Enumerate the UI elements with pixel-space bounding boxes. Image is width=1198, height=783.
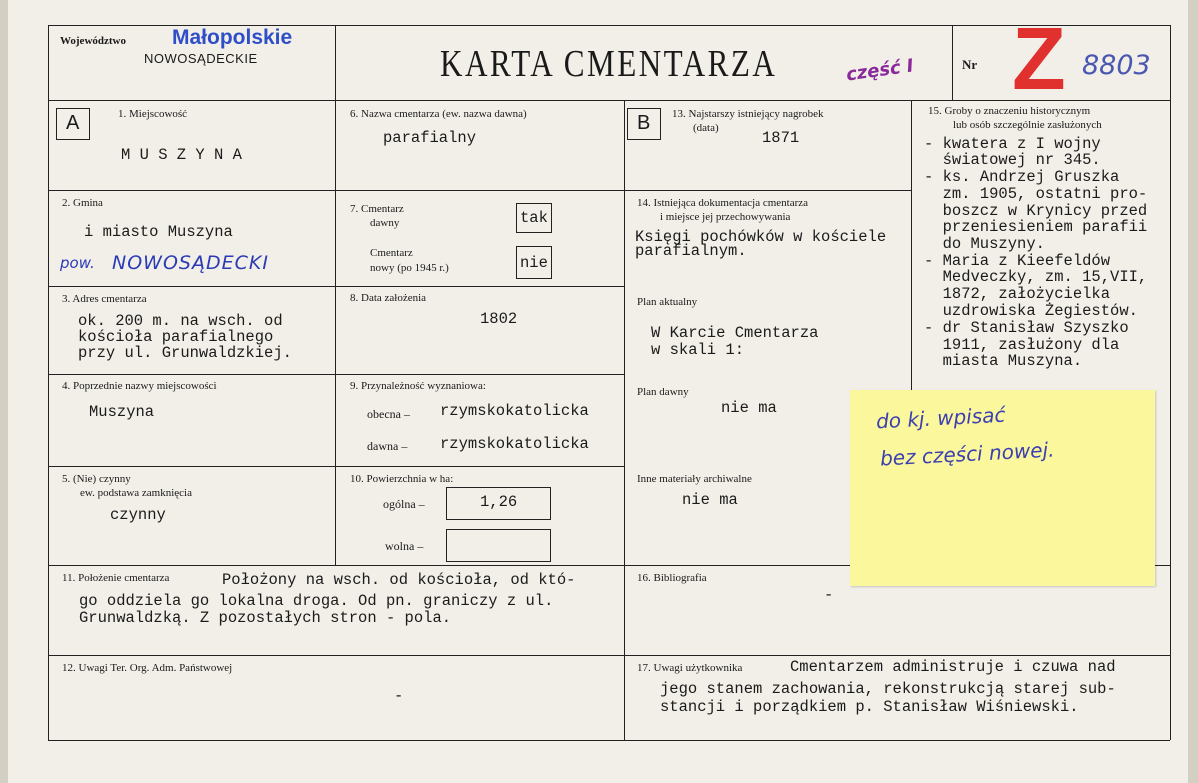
- f8-value: 1802: [480, 310, 518, 328]
- f9-dawna-label: dawna –: [367, 439, 408, 453]
- rule: [48, 25, 49, 740]
- f9-label: 9. Przynależność wyznaniowa:: [350, 380, 486, 392]
- list-item: zm. 1905, ostatni pro-: [924, 185, 1148, 203]
- f10-label: 10. Powierzchnia w ha:: [350, 473, 454, 485]
- list-item: 1911, zasłużony dla: [924, 336, 1120, 354]
- f1-value: M U S Z Y N A: [121, 146, 242, 164]
- f7-nowy-label: Cmentarz: [370, 247, 413, 259]
- f17-line-3: stancji i porządkiem p. Stanisław Wiśniewski.: [660, 698, 1079, 716]
- rule: [48, 100, 1170, 101]
- right-paper-edge: [1188, 0, 1198, 783]
- rule: [335, 25, 336, 100]
- f16-label: 16. Bibliografia: [637, 572, 707, 584]
- list-item: przeniesieniem parafii: [924, 218, 1148, 236]
- list-item: - Maria z Kieefeldów: [924, 252, 1111, 270]
- rule: [48, 190, 624, 191]
- f2-pow-prefix: pow.: [60, 254, 95, 272]
- f14-plan-aktualny-label: Plan aktualny: [637, 296, 698, 308]
- f16-value: -: [824, 586, 834, 604]
- sticky-note: [850, 390, 1155, 586]
- rule: [624, 190, 911, 191]
- list-item: - kwatera z I wojny: [924, 135, 1101, 153]
- rule: [48, 655, 1170, 656]
- left-paper-edge: [0, 0, 8, 783]
- rule: [1170, 25, 1171, 740]
- f14-plan-aktualny-line-2: w skali 1:: [651, 341, 745, 359]
- f11-line-2: go oddziela go lokalna droga. Od pn. graniczy z ul.: [79, 592, 554, 610]
- f5-value: czynny: [110, 506, 166, 524]
- f10-wolna-label: wolna –: [385, 539, 424, 553]
- list-item: uzdrowiska Żegiestów.: [924, 302, 1138, 320]
- f6-value: parafialny: [383, 129, 477, 147]
- f13-label: 13. Najstarszy istniejący nagrobek: [672, 108, 824, 120]
- list-item: - dr Stanisław Szyszko: [924, 319, 1129, 337]
- f7-dawny-label: dawny: [370, 217, 400, 229]
- f6-label: 6. Nazwa cmentarza (ew. nazwa dawna): [350, 108, 527, 120]
- nr-letter: Z: [1012, 9, 1066, 108]
- sticky-note-line-1: do kj. wpisać: [875, 402, 1006, 434]
- f14-plan-aktualny-line-1: W Karcie Cmentarza: [651, 324, 819, 342]
- f10-ogolna-box: [446, 487, 551, 520]
- list-item: światowej nr 345.: [924, 151, 1101, 169]
- rule: [335, 100, 336, 565]
- f11-line-1: Położony na wsch. od kościoła, od któ-: [222, 571, 576, 589]
- f14-plan-dawny-label: Plan dawny: [637, 386, 689, 398]
- f4-value: Muszyna: [89, 403, 155, 421]
- list-item: - ks. Andrzej Gruszka: [924, 168, 1120, 186]
- f14-line-1: Księgi pochówków w kościele: [635, 228, 887, 246]
- f3-label: 3. Adres cmentarza: [62, 293, 147, 305]
- section-a-box: [56, 108, 90, 140]
- section-b-box: [627, 108, 661, 140]
- sticky-note-line-2: bez części nowej.: [879, 437, 1055, 471]
- f5-label-1: 5. (Nie) czynny: [62, 473, 131, 485]
- list-item: Medveczky, zm. 15,VII,: [924, 268, 1148, 286]
- f17-line-1: Cmentarzem administruje i czuwa nad: [790, 658, 1116, 676]
- f1-label: 1. Miejscowość: [118, 108, 188, 120]
- f3-line-3: przy ul. Grunwaldzkiej.: [78, 344, 292, 362]
- list-item: 1872, założycielka: [924, 285, 1111, 303]
- f7-nowy-box: [516, 246, 552, 279]
- page-title: KARTA CMENTARZA: [440, 43, 778, 85]
- f9-obecna-label: obecna –: [367, 407, 410, 421]
- f9-dawna-value: rzymskokatolicka: [440, 435, 589, 453]
- rule: [48, 740, 1170, 741]
- f13-sublabel: (data): [693, 122, 719, 134]
- f9-obecna-value: rzymskokatolicka: [440, 402, 589, 420]
- f3-line-1: ok. 200 m. na wsch. od: [78, 312, 283, 330]
- list-item: boszcz w Krynicy przed: [924, 202, 1148, 220]
- f11-line-3: Grunwaldzką. Z pozostałych stron - pola.: [79, 609, 452, 627]
- f10-ogolna-label: ogólna –: [383, 497, 425, 511]
- rule: [48, 374, 624, 375]
- f8-label: 8. Data założenia: [350, 292, 427, 304]
- f17-line-2: jego stanem zachowania, rekonstrukcją starej sub-: [660, 680, 1116, 698]
- f2-label: 2. Gmina: [62, 197, 103, 209]
- rule: [624, 100, 625, 740]
- f14-plan-dawny-value: nie ma: [721, 399, 777, 417]
- f4-label: 4. Poprzednie nazwy miejscowości: [62, 380, 217, 392]
- f10-wolna-box: [446, 529, 551, 562]
- title-note: część I: [844, 55, 915, 86]
- f17-label: 17. Uwagi użytkownika: [637, 662, 743, 674]
- f12-value: -: [394, 687, 404, 705]
- rule: [48, 286, 624, 287]
- f12-label: 12. Uwagi Ter. Org. Adm. Państwowej: [62, 662, 233, 674]
- section-a-letter: A: [66, 112, 80, 134]
- rule: [952, 25, 953, 100]
- wojewodztwo-value: NOWOSĄDECKIE: [144, 51, 258, 66]
- f7-nowy-value: nie: [520, 254, 548, 272]
- f14-line-2: parafialnym.: [635, 242, 747, 260]
- f15-label-1: 15. Groby o znaczeniu historycznym: [928, 105, 1091, 117]
- f14-label-2: i miejsce jej przechowywania: [660, 211, 791, 223]
- f11-label: 11. Położenie cmentarza: [62, 572, 170, 584]
- section-b-letter: B: [637, 112, 651, 134]
- f7-nowy-sublabel: nowy (po 1945 r.): [370, 262, 449, 274]
- f7-label: 7. Cmentarz: [350, 203, 404, 215]
- f10-ogolna-value: 1,26: [480, 493, 518, 511]
- f5-label-2: ew. podstawa zamknięcia: [80, 487, 192, 499]
- f2-pow-value: NOWOSĄDECKI: [112, 252, 269, 274]
- list-item: do Muszyny.: [924, 235, 1045, 253]
- rule: [48, 466, 624, 467]
- nr-label: Nr: [962, 57, 978, 72]
- wojewodztwo-label: Województwo: [60, 35, 126, 47]
- nr-value: 8803: [1082, 50, 1151, 81]
- f7-dawny-box: [516, 203, 552, 233]
- wojewodztwo-stamp: Małopolskie: [172, 26, 293, 49]
- f2-value: i miasto Muszyna: [84, 223, 233, 241]
- f13-value: 1871: [762, 129, 800, 147]
- f15-label-2: lub osób szczególnie zasłużonych: [953, 119, 1102, 131]
- f7-dawny-value: tak: [520, 209, 548, 227]
- list-item: miasta Muszyna.: [924, 352, 1083, 370]
- f3-line-2: kościoła parafialnego: [78, 328, 274, 346]
- f14-inne-value: nie ma: [682, 491, 738, 509]
- f14-inne-label: Inne materiały archiwalne: [637, 473, 752, 485]
- f14-label-1: 14. Istniejąca dokumentacja cmentarza: [637, 197, 809, 209]
